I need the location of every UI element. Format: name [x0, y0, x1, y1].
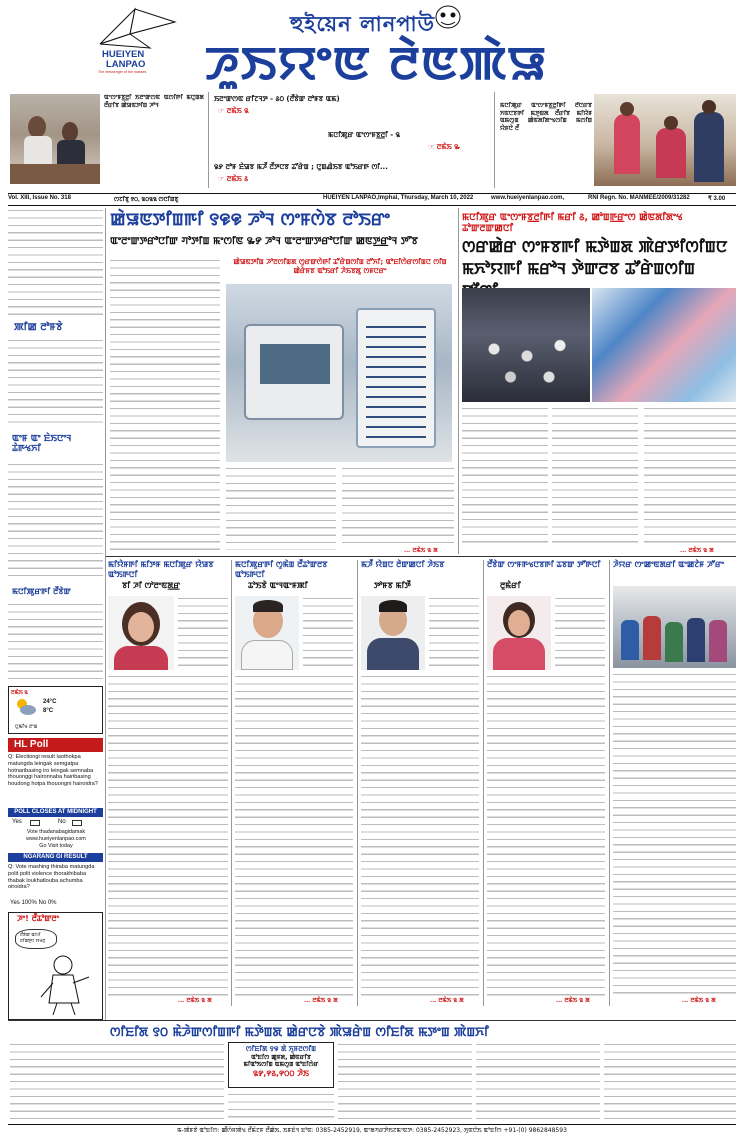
bottom-col-2 [228, 1092, 334, 1122]
candidate-4-body [487, 674, 605, 996]
sarees-photo [592, 288, 736, 402]
sidebar-story-2-head: ꯄꯤꯀ ꯂꯣꯝꯕꯥ [14, 322, 63, 333]
poll-no-checkbox[interactable] [72, 820, 82, 826]
teaser-3-page[interactable]: ☞ ꯂꯃꯥꯏ ꯴ [218, 175, 249, 183]
bottom-col-3 [338, 1042, 472, 1122]
candidates-row [108, 560, 736, 1008]
logo-tagline: The messenger of the masses [98, 70, 147, 74]
website-link[interactable]: www.hueiyenlanpao.com, [491, 195, 565, 201]
hl-poll-header [8, 738, 103, 752]
result-question: Q: Vote mashing thiraba matungda polit polit violence thorakhibaba thabak loukhatlouba achumba oiroidra? [8, 864, 95, 891]
candidate-2-photo [235, 596, 299, 670]
candidate-2-intro [303, 596, 353, 670]
bottom-inset-line2: ꯑꯣꯐꯤꯁ ꯀꯨꯝꯗ, ꯀꯥꯟꯔꯤꯕ [251, 1053, 311, 1061]
right-col-2 [552, 406, 638, 546]
bottom-col-1 [10, 1042, 224, 1122]
candidate-3-body [361, 674, 479, 996]
exam-story-title: ꯍꯥꯌꯔ ꯁꯦꯀꯦꯟꯗꯔꯤ ꯑꯦꯀꯖꯥꯝ ꯍꯧꯔꯦ [613, 560, 724, 569]
candidate-1-intro [178, 596, 228, 670]
bottom-inset-box [228, 1042, 334, 1088]
hl-poll-question: Q: Electiongi result laothokpa matungda leingak semgatpa hotnaribasing iro leingak semnaba thouonggi haironnaba hairibasing houdong hotpa thouongni hairoidra? [8, 754, 98, 788]
exam-continued[interactable]: ... ꯂꯃꯥꯏ ꯲ ꯗ [682, 997, 716, 1004]
poll-closes-bar: POLL CLOSES AT MIDNIGHT [8, 808, 103, 817]
right-col-1 [462, 406, 548, 546]
weather-page-ref[interactable]: ꯂꯃꯥꯏ ꯲ [11, 690, 28, 696]
result-yes-label: Yes [10, 900, 20, 906]
cartoon-speech-bubble: ꯂꯩꯕꯥꯛ ꯑꯁꯤ ꯂꯤꯡꯇꯨꯅ ꯆꯠꯂꯨ [15, 929, 57, 949]
teaser-1-page[interactable]: ☞ ꯂꯃꯥꯏ ꯲ [218, 107, 249, 115]
candidate-1-title: ꯃꯤꯌꯥꯝꯒꯤ ꯃꯤꯇꯝ ꯃꯅꯤꯄꯨꯔ ꯌꯥꯎꯕ ꯑꯣꯏꯒꯅꯤ [108, 560, 214, 579]
poll-vote-line[interactable]: Vote thadanabagidamak www.hueiyenlanpao.com [26, 829, 86, 842]
price: ₹ 3.00 [708, 196, 726, 202]
evm-photo [226, 284, 452, 462]
weather-temp-low: 8°C [43, 708, 54, 714]
sidebar-story-4-head: ꯃꯅꯤꯄꯨꯔꯒꯤ ꯂꯩꯕꯥꯛ [12, 587, 71, 596]
result-yes [10, 900, 57, 906]
bottom-banner-headline: ꯁꯤꯐꯤꯗ ꯱꯰ ꯃꯥꯍꯥꯛꯁꯤꯡꯒꯤ ꯃꯇꯥꯡꯗ ꯀꯥꯔꯅꯕꯥ ꯄꯥꯎꯔꯥꯡ ꯁꯤꯐꯤꯗ ꯃꯇꯦꯡ ꯄꯥꯡꯈꯤ [110, 1024, 489, 1039]
left-sidebar [8, 208, 103, 1020]
top-teaser-strip [8, 92, 736, 192]
weather-box [8, 686, 103, 734]
volume-issue: Vol. XIII, Issue No. 318 [8, 195, 71, 201]
candidate-2-body [235, 674, 353, 996]
sidebar-story-3-head: ꯑꯦꯝ ꯑꯦ ꯐꯥꯏꯅꯦꯜ ꯊꯥꯒꯠꯈꯤ [12, 434, 72, 455]
teaser-2[interactable]: ꯃꯅꯤꯄꯨꯔ ꯑꯦꯁꯦꯝꯕ꯭ꯂꯤ - ꯲ [328, 131, 401, 139]
footer-imprint: ꯃ-ꯄꯥꯝꯕꯥ ꯑꯣꯐꯤꯁ: ꯀꯩꯁꯥꯝꯄꯥꯠ ꯂꯩꯃꯥꯖꯝ ꯂꯩꯀꯥꯏ, ꯏꯝꯐꯥꯜ ꯐꯣꯟ: 0385-2452919, ꯑꯦꯗꯚꯔꯇꯥꯏꯖꯃꯦꯟꯇ: 0385-2452923, ꯈꯨꯟꯅꯥꯏ ꯑꯣꯐꯤꯁ +91-(0) 9862848593 [177, 1127, 567, 1134]
students-photo [613, 586, 736, 668]
lead-col-1b [110, 480, 220, 550]
lead-photo-caption: ꯀꯥꯎꯟꯇꯤꯡ ꯍꯣꯂꯁꯤꯡꯗ ꯁꯨꯔꯛꯁꯥꯒꯤ ꯊꯧꯔꯥꯡꯁꯤꯡ ꯂꯧꯈꯤ; ꯑꯣꯐꯤꯁꯥꯔꯁꯤꯡꯅ ꯁꯤꯡ ꯀꯥꯔꯥꯝꯕ ꯑꯣꯏꯔꯤ ꯍꯥꯏꯕꯗꯨ ꯁꯝꯅꯔꯦ [233, 258, 447, 275]
rni-number: RNI Regn. No. MANMEE/2009/31282 [588, 195, 690, 201]
candidate-2-title: ꯃꯅꯤꯄꯨꯔꯒꯤ ꯁꯨꯃꯥꯡ ꯂꯩꯊꯣꯛꯂꯕ ꯑꯣꯏꯒꯅꯤ [235, 560, 328, 579]
hl-poll-title: HL Poll [14, 739, 49, 750]
bottom-inset-amount: ꯲꯸,꯵꯴,꯵꯰꯰ ꯍꯥꯏ [253, 1069, 309, 1079]
sidebar-story-1 [8, 208, 103, 318]
lead-banner-headline: ꯀꯥꯎꯟꯇꯤꯡꯒꯤ ꯱꯶꯶ ꯍꯣꯜ ꯁꯦꯝꯁꯥꯕ ꯂꯣꯏꯔꯦ [110, 210, 390, 230]
poll-visit-line: Go Visit today [39, 843, 73, 849]
sidebar-story-2 [8, 338, 103, 428]
weather-temp-high: 24°C [43, 699, 57, 705]
weather-note: ꯅꯨꯃꯤꯠ ꯂꯦꯡ [15, 724, 38, 730]
result-yes-pct: 100% [21, 900, 37, 906]
candidate-4-title: ꯂꯩꯕꯥꯛ ꯁꯦꯝꯒꯠꯅꯕꯒꯤ ꯊꯕꯛ ꯇꯧꯒꯅꯤ [487, 560, 601, 569]
candidate-4-photo [487, 596, 551, 670]
poll-yes-checkbox[interactable] [30, 820, 40, 826]
teaser-1[interactable]: ꯏꯂꯦꯛꯁꯟ ꯔꯤꯖꯜꯇ - ꯴꯰ (ꯂꯩꯕꯥꯛ ꯂꯣꯝꯕ ꯑꯃ) [214, 95, 340, 103]
masthead [0, 0, 743, 92]
right-col-3 [644, 406, 736, 546]
bottom-inset-line3: ꯃꯤꯑꯣꯏꯁꯤꯡ ꯑꯃꯁꯨꯡ ꯑꯣꯐꯤꯁꯥꯔ [243, 1060, 319, 1068]
candidate-1-photo [108, 596, 174, 670]
bottom-inset-line1: ꯁꯤꯐꯤꯗ ꯱꯶ ꯗꯥ ꯈꯨꯝꯂꯁꯤꯡ [245, 1045, 317, 1053]
candidate-2-continued[interactable]: ... ꯂꯃꯥꯏ ꯲ ꯗ [304, 997, 338, 1004]
right-main-headline: ꯁꯔꯀꯥꯔ ꯁꯦꯝꯕꯒꯤ ꯃꯇꯥꯡꯗ ꯄꯥꯔꯇꯤꯁꯤꯡꯅ ꯃꯈꯣꯌꯒꯤ ꯃꯔꯣꯜ ꯇꯥꯛꯂꯕ ꯊꯧꯔꯥꯡꯁꯤꯡ [462, 237, 728, 278]
bottom-col-5 [604, 1042, 736, 1122]
logo-name-line1: HUEIYEN [102, 49, 145, 60]
candidate-2-name: ꯊꯣꯏꯕꯥ ꯑꯦꯜꯑꯦꯝꯄꯤ [248, 581, 308, 590]
lead-col-1 [110, 258, 220, 478]
title-small-script: হুইয়েন লানপাউ [290, 12, 435, 36]
cartoon-box [8, 912, 103, 1020]
right-continued[interactable]: ... ꯂꯃꯥꯏ ꯲ ꯗ [680, 547, 714, 554]
result-bar: NGARANG GI RESULT [8, 853, 103, 862]
candidate-1-continued[interactable]: ... ꯂꯃꯥꯏ ꯲ ꯗ [178, 997, 212, 1004]
local-date: ꯁꯖꯤꯕꯨ ꯱꯰, ꯲꯰꯲꯲ ꯁꯅꯤꯡꯕꯨ [114, 197, 179, 203]
logo-name-line2: LANPAO [106, 59, 146, 70]
candidate-3-name: ꯇꯣꯝꯕ ꯃꯤꯇꯩ [374, 581, 411, 590]
crane-logo-icon [90, 4, 180, 54]
counting-hall-photo [10, 94, 100, 184]
poll-option-no[interactable]: No [58, 819, 66, 825]
lead-subheadline: ꯑꯦꯂꯦꯛꯇꯔꯣꯅꯤꯛ ꯚꯣꯇꯤꯡ ꯃꯦꯁꯤꯟ ꯳꯸ ꯍꯣꯜ ꯑꯦꯂꯦꯛꯇꯔꯣꯅꯤꯛ ꯀꯟꯇ꯭ꯔꯣꯜ ꯇꯧꯕ [110, 236, 419, 247]
candidate-3-continued[interactable]: ... ꯂꯃꯥꯏ ꯲ ꯗ [430, 997, 464, 1004]
title-big-script: ꯍꯨꯏꯌꯦꯟ ꯂꯥꯟꯄꯥꯎ [205, 36, 548, 90]
lead-col-2 [226, 466, 336, 550]
result-no-label: No [38, 900, 47, 906]
cloud-sun-icon [15, 697, 37, 717]
candidate-4-intro [555, 596, 605, 670]
bottom-col-4 [476, 1042, 600, 1122]
cartoon-figure-icon [39, 953, 99, 1017]
result-no-pct: 0% [47, 900, 57, 906]
lead-continued[interactable]: ... ꯂꯃꯥꯏ ꯲ ꯗ [404, 547, 438, 554]
sidebar-story-3 [8, 462, 103, 582]
candidate-3-photo [361, 596, 425, 670]
teaser-2-page[interactable]: ☞ ꯂꯃꯥꯏ ꯳ [428, 143, 461, 151]
paper-name: HUEIYEN LANPAO, [323, 195, 378, 201]
mascot-face-icon [428, 2, 468, 30]
lead-col-3 [342, 466, 454, 546]
exam-story-body [613, 672, 736, 996]
candidate-3-intro [429, 596, 479, 670]
candidate-1-body [108, 674, 228, 996]
candidate-4-name: ꯂꯨꯃꯥꯔꯤ [500, 581, 521, 590]
sidebar-story-4 [8, 602, 103, 680]
top-right-caption: ꯃꯅꯤꯄꯨꯔ ꯑꯦꯁꯦꯝꯕ꯭ꯂꯤꯒꯤ ꯂꯩꯅꯔꯕ ꯈꯟꯅꯕꯒꯤ ꯃꯇꯨꯡꯗ ꯂꯩꯔꯤꯕ ꯃꯤꯌꯥꯝ ꯑꯃꯁꯨꯡ ꯀꯥꯟꯗꯤꯗꯦꯠꯁꯤꯡ ꯃꯁꯤꯡ ꯌꯥꯝꯅꯥ ꯂꯩ [500, 102, 592, 132]
right-red-headline: ꯃꯅꯤꯄꯨꯔ ꯑꯦꯁꯦꯝꯕ꯭ꯂꯤꯒꯤ ꯃꯔꯤ ꯴, ꯀꯣꯡꯒ꯭ꯔꯦꯁ ꯀꯥꯟꯗꯤꯗꯦꯠ ꯊꯣꯛꯂꯛꯀꯅꯤ [462, 212, 683, 234]
candidate-1-name: ꯕꯤ ꯍꯤ ꯁꯣꯂꯦꯟꯗ꯭ꯔ [122, 581, 181, 590]
crowd-photo [462, 288, 590, 402]
shop-photo [594, 94, 736, 186]
dateline-bar [8, 195, 736, 205]
teaser-3[interactable]: ꯲꯸ ꯂꯣꯝ ꯐꯥꯎꯕ ꯃꯍꯩ ꯂꯩꯇꯅꯕ ꯊꯧꯔꯥꯡ ; ꯅꯨꯡꯉꯥꯏꯕ ꯑꯣꯏꯔꯒ ꯁꯤ... [214, 163, 388, 171]
cartoon-title: ꯍꯦ! ꯂꯩꯊꯣꯛꯂꯦ [17, 914, 60, 923]
candidate-3-title: ꯃꯍꯩ ꯌꯥꯡꯅ ꯂꯥꯛꯀꯅꯤ ꯍꯥꯏꯕ [361, 560, 445, 569]
candidate-4-continued[interactable]: ... ꯂꯃꯥꯏ ꯲ ꯗ [556, 997, 590, 1004]
top-left-caption: ꯑꯦꯁꯦꯝꯕ꯭ꯂꯤ ꯏꯂꯦꯛꯁꯟ ꯑꯁꯤꯒꯤ ꯃꯅꯨꯡꯗ ꯂꯩꯔꯤꯕ ꯀꯥꯎꯟꯇꯤꯡ ꯍꯣꯜ [104, 94, 204, 109]
place-date: Imphal, Thursday, March 10, 2022 [378, 195, 474, 201]
poll-option-yes[interactable]: Yes [12, 819, 22, 825]
